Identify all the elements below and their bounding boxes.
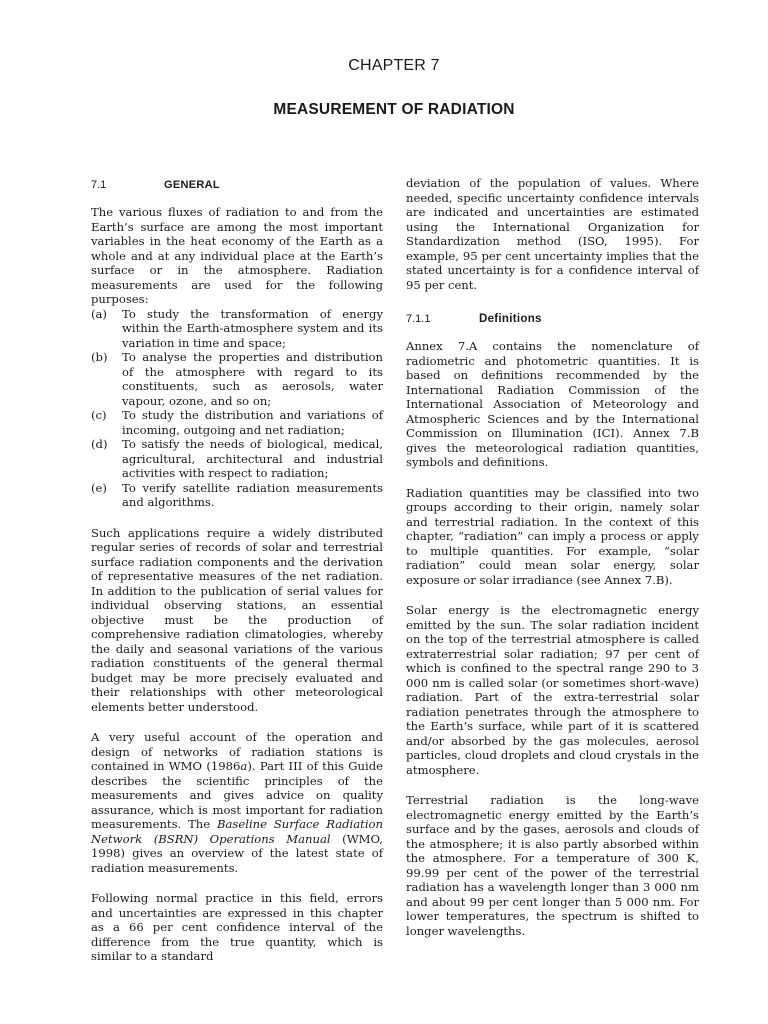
list-marker: (b) (91, 350, 108, 364)
account-text-2: ). Part III of this Guide describes the scientific principles of the measurements and gives advice on quality assurance, which is most important for radiation measurements. The (91, 759, 383, 831)
account-italic-suffix: a (240, 759, 248, 773)
solar-paragraph: Solar energy is the electromagnetic energy emitted by the sun. The solar radiation incident on the top of the terrestrial atmosphere is called extraterrestrial solar radiation; 97 per cent of which is confined to the spectral range 290 to 3 000 nm is called solar (or sometimes short-wave) radiation. Part of the extra-terrestrial solar radiation penetrates through the atmosphere to the Earth’s surface, while part of it is scattered and/or absorbed by the gas molecules, aerosol particles, cloud droplets and cloud crystals in the atmosphere. (406, 603, 699, 777)
list-item-text: To study the transformation of energy within the Earth-atmosphere system and its variation in time and space; (122, 306, 383, 350)
left-column (91, 176, 383, 964)
section-heading-definitions (406, 310, 699, 326)
section-title: GENERAL (164, 179, 220, 191)
account-text-3: (WMO, 1998) gives an overview of the latest state of radiation measurements. (91, 831, 383, 875)
section-number: 7.1.1 (406, 313, 431, 325)
list-marker: (e) (91, 480, 107, 495)
chapter-label: CHAPTER 7 (348, 57, 440, 74)
applications-paragraph: Such applications require a widely distributed regular series of records of solar and terrestrial surface radiation components and the derivation of representative measures of the net radiation. In addition to the publication of serial values for individual observing stations, an essential objective must be the production of comprehensive radiation climatologies, whereby the daily and seasonal variations of the various radiation constituents of the general thermal budget may be more precisely evaluated and their relationships with other meteorological elements better understood. (91, 525, 383, 714)
bsrn-manual-title: Baseline Surface Radiation Network (BSRN) Operations Manual (91, 817, 383, 846)
quantities-paragraph: Radiation quantities may be classified into two groups according to their origin, namely solar and terrestrial radiation. In the context of this chapter, “radiation” can imply a process or apply to multiple quantities. For example, “solar radiation” could mean solar energy, solar exposure or solar irradiance (see Annex 7.B). (406, 485, 699, 587)
list-marker: (d) (91, 437, 108, 451)
list-marker: (a) (91, 306, 107, 321)
list-item (91, 437, 383, 481)
list-item (91, 307, 383, 351)
terrestrial-paragraph: Terrestrial radiation is the long-wave electromagnetic energy emitted by the Earth’s surface and by the gases, aerosols and clouds of the atmosphere; it is also partly absorbed within the atmosphere. For a temperature of 300 K, 99.99 per cent of the power of the terrestrial radiation has a wavelength longer than 3 000 nm and about 99 per cent longer than 5 000 nm. For lower temperatures, the spectrum is shifted to longer wavelengths. (406, 793, 699, 938)
annex-paragraph: Annex 7.A contains the nomenclature of radiometric and photometric quantities. It is based on definitions recommended by the International Radiation Commission of the International Association of Meteorology and Atmospheric Sciences and by the International Commission on Illumination (ICI). Annex 7.B gives the meteorological radiation quantities, symbols and definitions. (406, 339, 699, 469)
errors-paragraph-continued: deviation of the population of values. Where needed, specific uncertainty confidence intervals are indicated and uncertainties are estimated using the International Organization for Standardization method (ISO, 1995). For example, 95 per cent uncertainty implies that the stated uncertainty is for a confidence interval of 95 per cent. (406, 176, 699, 292)
chapter-title: MEASUREMENT OF RADIATION (273, 101, 515, 118)
section-title: Definitions (479, 313, 542, 325)
account-text-1: A very useful account of the operation and design of networks of radiation stations is contained in WMO (1986 (91, 730, 383, 773)
section-heading-general (91, 176, 383, 192)
list-item-text: To verify satellite radiation measurements and algorithms. (122, 480, 383, 509)
list-item-text: To satisfy the needs of biological, medical, agricultural, architectural and industrial activities with respect to radiation; (122, 437, 383, 480)
list-marker: (c) (91, 408, 107, 422)
list-item-text: To analyse the properties and distribution of the atmosphere with regard to its constituents, such as aerosols, water vapour, ozone, and so on; (122, 350, 383, 408)
list-item (91, 350, 383, 408)
account-paragraph (91, 730, 383, 875)
list-item (91, 481, 383, 510)
section-number: 7.1 (91, 179, 107, 191)
list-item-text: To study the distribution and variations of incoming, outgoing and net radiation; (122, 408, 383, 437)
purposes-list (91, 307, 383, 510)
errors-paragraph: Following normal practice in this field, errors and uncertainties are expressed in this chapter as a 66 per cent confidence interval of the difference from the true quantity, which is similar to a standard (91, 891, 383, 963)
list-item (91, 408, 383, 437)
right-column (406, 176, 699, 938)
intro-paragraph: The various fluxes of radiation to and from the Earth’s surface are among the most important variables in the heat economy of the Earth as a whole and at any individual place at the Earth’s surface or in the atmosphere. Radiation measurements are used for the following purposes: (91, 205, 383, 306)
